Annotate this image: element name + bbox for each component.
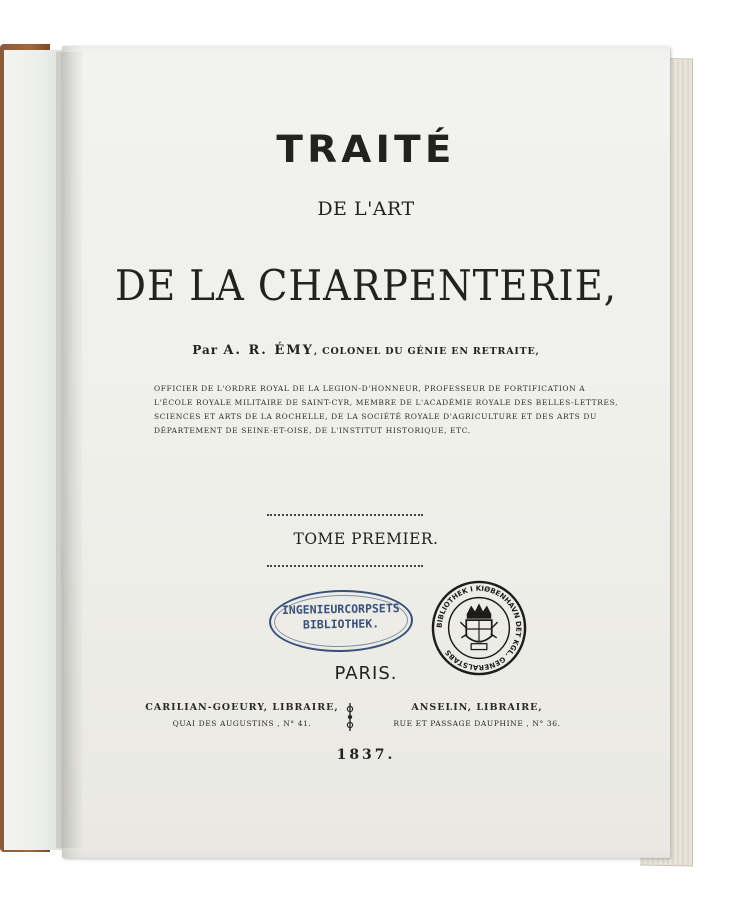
publisher-right-name: ANSELIN, LIBRAIRE, [411, 702, 543, 713]
stamp-inner-ring [274, 594, 409, 648]
dotted-rule-top [267, 514, 423, 516]
author-credits [154, 382, 619, 438]
credits-line: L'ÉCOLE ROYALE MILITAIRE DE SAINT-CYR, MEMBRE DE L'ACADÉMIE ROYALE DES BELLES-LETTRES, [154, 398, 619, 407]
title-page [62, 46, 670, 858]
publication-city: PARIS. [334, 663, 398, 684]
stamp-line-2: BIBLIOTHEK. [302, 616, 380, 632]
author-line [62, 343, 670, 358]
credits-line: SCIENCES ET ARTS DE LA ROCHELLE, DE LA SOCIÉTÉ ROYALE D'AGRICULTURE ET DES ARTS DU [154, 412, 597, 421]
publisher-left-address: QUAI DES AUGUSTINS , N° 41. [172, 719, 312, 728]
author-name: A. R. ÉMY [223, 343, 314, 358]
seal-text: BIBLIOTHEK I KIØBENHAVN DET KGL. GENERALSTABS [434, 583, 524, 673]
publisher-left [142, 700, 342, 732]
printer-ornament-icon [344, 702, 356, 732]
credits-line: OFFICIER DE L'ORDRE ROYAL DE LA LEGION-D'HONNEUR, PROFESSEUR DE FORTIFICATION A [154, 384, 586, 393]
book-subtitle: DE L'ART [317, 198, 415, 220]
author-role: , COLONEL DU GÉNIE EN RETRAITE, [313, 346, 540, 357]
volume-label: TOME PREMIER. [293, 530, 439, 548]
crown-crest-icon [460, 604, 497, 649]
publisher-right-address: RUE ET PASSAGE DAUPHINE , N° 36. [393, 719, 561, 728]
book-main-title: DE LA CHARPENTERIE, [115, 261, 617, 310]
book-title: TRAITÉ [276, 128, 456, 171]
publisher-left-name: CARILIAN-GOEURY, LIBRAIRE, [145, 702, 339, 713]
publisher-right [377, 700, 577, 732]
stamp-line-1: INGENIEURCORPSETS [281, 600, 400, 618]
credits-line: DÉPARTEMENT DE SEINE-ET-OISE, DE L'INSTITUT HISTORIQUE, ETC. [154, 426, 471, 435]
author-prefix: Par [192, 343, 219, 357]
library-oval-stamp [268, 589, 413, 654]
book-gutter-shadow [56, 52, 82, 848]
dotted-rule-bottom [267, 565, 423, 567]
publication-year: 1837. [336, 747, 396, 763]
